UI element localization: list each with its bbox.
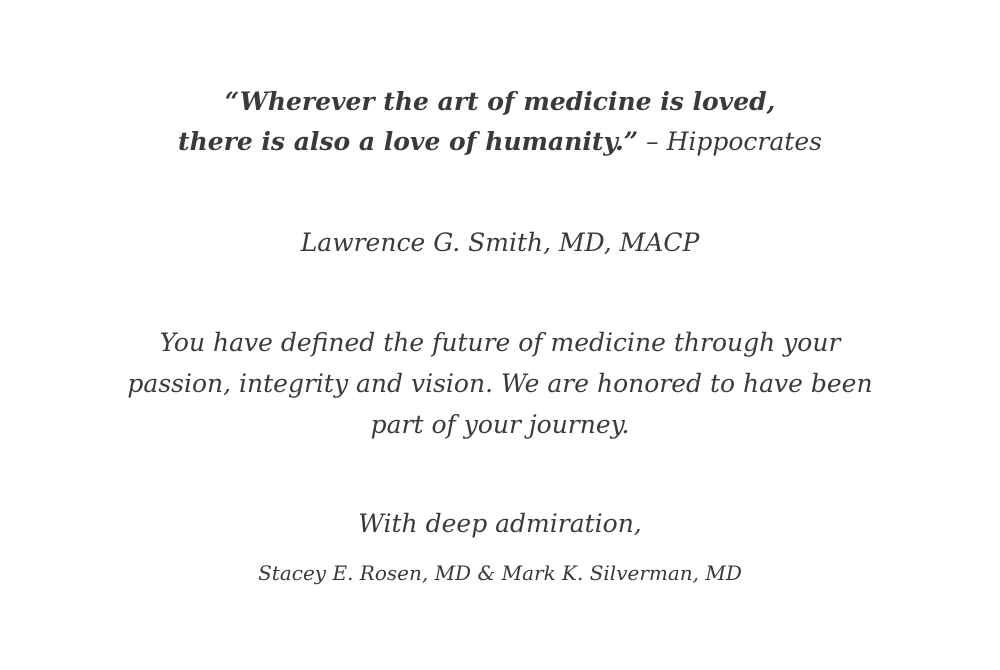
quote-author: Hippocrates (666, 127, 822, 156)
quote-line-1: “Wherever the art of medicine is loved, (224, 87, 776, 116)
message-line-3: part of your journey. (370, 410, 630, 439)
message-line-1: You have defined the future of medicine through your (159, 328, 841, 357)
message-block (0, 322, 1000, 445)
signers-line: Stacey E. Rosen, MD & Mark K. Silverman, MD (258, 561, 742, 585)
honoree-name: Lawrence G. Smith, MD, MACP (300, 228, 700, 257)
quote-line-2-wrapper (0, 122, 1000, 162)
message-line-2: passion, integrity and vision. We are honored to have been (127, 369, 873, 398)
quote-block (0, 82, 1000, 162)
closing-line: With deep admiration, (358, 509, 642, 538)
quote-line-2: there is also a love of humanity.” (178, 127, 639, 156)
quote-dash: – (638, 127, 667, 156)
